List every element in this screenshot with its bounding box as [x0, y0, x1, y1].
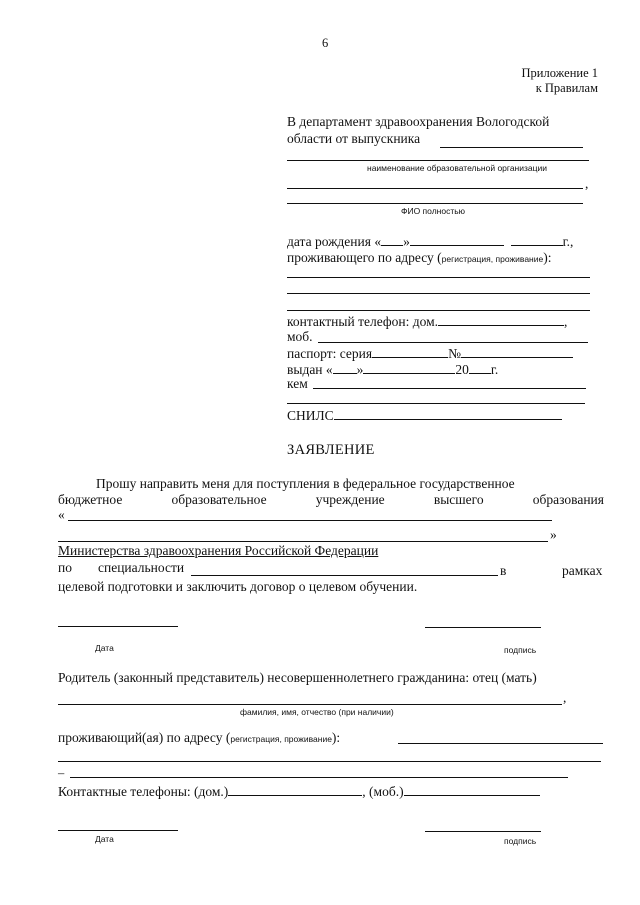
parent-address-field-2[interactable] [58, 761, 601, 762]
org-caption: наименование образовательной организации [367, 163, 547, 173]
statement-line-last: целевой подготовки и заключить договор о целевом обучении. [58, 579, 418, 594]
parent-address-field-3[interactable] [70, 777, 568, 778]
parent-phones-row [58, 783, 540, 800]
phone-home-label: контактный телефон: дом. [287, 314, 438, 329]
birth-date-row [287, 233, 573, 250]
fio-field-1[interactable] [287, 188, 583, 189]
address-paren-small: регистрация, проживание [441, 254, 544, 264]
word-budget: бюджетное [58, 492, 123, 507]
issued-quote-close: » [356, 362, 364, 377]
signature-field-2[interactable] [425, 831, 541, 832]
phone-home-field[interactable] [438, 313, 564, 326]
parent-dash: – [58, 766, 65, 780]
parent-phone-mob-field[interactable] [404, 783, 540, 796]
passport-number-field[interactable] [461, 345, 573, 358]
graduate-org-field-1[interactable] [440, 147, 583, 148]
snils-row [287, 407, 562, 424]
word-educational: образовательное [171, 492, 267, 507]
parent-comma: , [563, 690, 567, 705]
statement-line-1: Прошу направить меня для поступления в федеральное государственное [96, 476, 515, 491]
issued-year-field[interactable] [469, 361, 491, 374]
page-number: 6 [322, 36, 329, 50]
address-label: проживающего по адресу ( [287, 250, 442, 265]
issued-row [287, 361, 498, 378]
fio-caption: ФИО полностью [401, 206, 466, 216]
word-higher: высшего [433, 492, 484, 507]
addressee-line-2: области от выпускника [287, 131, 421, 146]
fio-field-2[interactable] [287, 203, 583, 204]
issued-g: г. [490, 362, 499, 377]
passport-no-label: № [448, 346, 462, 361]
parent-address-row [58, 730, 340, 746]
date-field-2[interactable] [58, 830, 178, 831]
issued-by-field-2[interactable] [287, 403, 585, 404]
snils-field[interactable] [334, 407, 562, 420]
issued-year-prefix: 20 [455, 362, 469, 377]
issued-by-label: кем [287, 376, 308, 391]
university-field-2[interactable] [58, 541, 548, 542]
passport-series-field[interactable] [372, 345, 448, 358]
close-quote: » [550, 527, 557, 542]
passport-series-label: паспорт: серия [287, 346, 373, 361]
signature-caption-2: подпись [504, 836, 537, 846]
parent-fio-field[interactable] [58, 704, 562, 705]
specialty-field[interactable] [191, 575, 498, 576]
addressee-line-1: В департамент здравоохранения Вологодской [287, 114, 550, 129]
birth-year-suffix: г., [562, 234, 574, 249]
address-row [287, 250, 551, 266]
phone-row [287, 313, 567, 330]
parent-address-label: проживающий(ая) по адресу ( [58, 730, 231, 745]
date-caption-2: Дата [95, 834, 114, 844]
mob-label: моб. [287, 329, 313, 344]
parent-line: Родитель (законный представитель) несовершеннолетнего гражданина: отец (мать) [58, 670, 537, 685]
mob-field[interactable] [318, 342, 588, 343]
parent-address-paren-small: регистрация, проживание [230, 734, 332, 744]
parent-phones-mob: , (моб.) [362, 784, 404, 799]
date-field-1[interactable] [58, 626, 178, 627]
spec-word-po: по [58, 560, 72, 575]
parent-phones-label: Контактные телефоны: (дом.) [58, 784, 229, 799]
parent-phone-home-field[interactable] [228, 783, 362, 796]
open-quote: « [58, 507, 65, 522]
word-institution: учреждение [315, 492, 385, 507]
snils-label: СНИЛС [287, 408, 334, 423]
address-field-3[interactable] [287, 310, 590, 311]
statement-line-2 [58, 492, 604, 508]
signature-field-1[interactable] [425, 627, 541, 628]
comma-1: , [585, 176, 589, 191]
issued-month-field[interactable] [363, 361, 455, 374]
spec-word-specialty: специальности [98, 560, 185, 575]
birth-day-field[interactable] [381, 233, 403, 246]
address-paren-end: ): [543, 250, 552, 265]
birth-month-field[interactable] [410, 233, 504, 246]
graduate-org-field-2[interactable] [287, 160, 589, 161]
appendix-label-2: к Правилам [535, 81, 598, 95]
date-caption-1: Дата [95, 643, 114, 653]
spec-word-ramkah: рамках [562, 563, 603, 578]
parent-address-paren-end: ): [331, 730, 341, 745]
address-field-1[interactable] [287, 277, 590, 278]
parent-address-field-1[interactable] [398, 743, 603, 744]
birth-year-field[interactable] [511, 233, 563, 246]
signature-caption-1: подпись [504, 645, 537, 655]
university-field-1[interactable] [68, 520, 552, 521]
word-education: образования [532, 492, 604, 507]
spec-word-v: в [500, 563, 507, 578]
phone-comma: , [564, 314, 568, 329]
issued-by-field-1[interactable] [313, 388, 586, 389]
issued-day-field[interactable] [333, 361, 357, 374]
passport-row [287, 345, 573, 362]
ministry-text: Министерства здравоохранения Российской Федерации [58, 543, 379, 558]
appendix-label-1: Приложение 1 [521, 66, 598, 80]
address-field-2[interactable] [287, 293, 590, 294]
birth-date-label: дата рождения « [287, 234, 382, 249]
parent-fio-caption: фамилия, имя, отчество (при наличии) [240, 707, 394, 717]
birth-quote-close: » [403, 234, 410, 249]
issued-label: выдан « [287, 362, 333, 377]
statement-title: ЗАЯВЛЕНИЕ [287, 442, 375, 458]
